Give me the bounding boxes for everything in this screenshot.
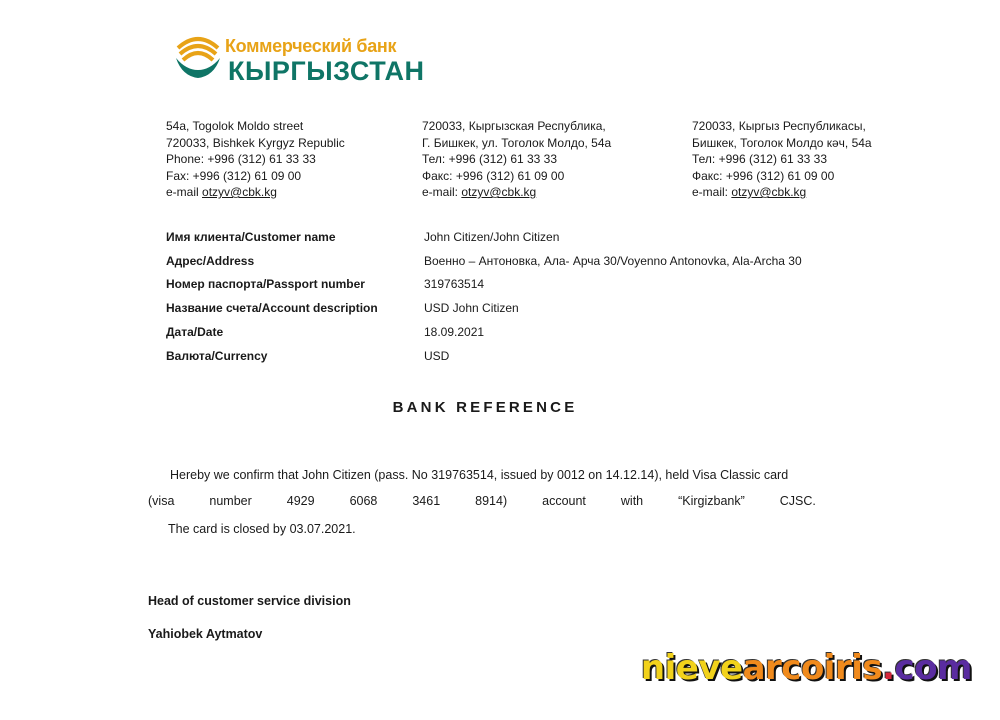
phone-line: Тел: +996 (312) 61 33 33 xyxy=(692,152,828,166)
body-word: CJSC. xyxy=(779,494,816,508)
date-label: Дата/Date xyxy=(166,325,224,339)
address-value: Военно – Антоновка, Ала- Арча 30/Voyenno Antonovka, Ala-Archa 30 xyxy=(424,254,802,268)
email-link[interactable]: otzyv@cbk.kg xyxy=(461,185,537,199)
body-line-3: The card is closed by 03.07.2021. xyxy=(168,522,356,536)
passport-label: Номер паспорта/Passport number xyxy=(166,277,365,291)
currency-value: USD xyxy=(424,349,450,363)
date-value: 18.09.2021 xyxy=(424,325,485,339)
currency-label: Валюта/Currency xyxy=(166,349,268,363)
customer-name-value: John Citizen/John Citizen xyxy=(424,230,560,244)
email-prefix: e-mail xyxy=(166,185,203,199)
bank-emblem-icon xyxy=(172,28,224,80)
email-prefix: e-mail: xyxy=(692,185,732,199)
body-word: 8914) xyxy=(475,494,508,508)
watermark-part: nieve xyxy=(640,648,743,688)
account-description-label: Название счета/Account description xyxy=(166,301,378,315)
address-line: 54a, Togolok Moldo street xyxy=(166,119,304,133)
body-word: 6068 xyxy=(349,494,378,508)
watermark xyxy=(641,648,972,688)
phone-line: Phone: +996 (312) 61 33 33 xyxy=(166,152,316,166)
address-line: 720033, Кыргызская Республика, xyxy=(422,119,606,133)
account-description-value: USD John Citizen xyxy=(424,301,519,315)
watermark-part: com xyxy=(894,648,972,688)
fax-line: Fax: +996 (312) 61 09 00 xyxy=(166,168,302,183)
email-prefix: e-mail: xyxy=(422,185,462,199)
email-line xyxy=(422,184,611,201)
phone-line: Тел: +996 (312) 61 33 33 xyxy=(422,152,558,166)
body-word: 3461 xyxy=(412,494,441,508)
address-line: 720033, Кыргыз Республикасы, xyxy=(692,119,866,133)
fax-line: Факс: +996 (312) 61 09 00 xyxy=(422,168,565,183)
signatory-position: Head of customer service division xyxy=(148,594,351,608)
signatory-name: Yahiobek Aytmatov xyxy=(148,627,263,641)
body-line-2 xyxy=(148,494,816,508)
logo-line-1: Коммерческий банк xyxy=(225,36,397,56)
watermark-part: arcoiris xyxy=(742,648,883,688)
address-line: 720033, Bishkek Kyrgyz Republic xyxy=(166,135,345,150)
watermark-part: . xyxy=(882,648,895,688)
body-word: number xyxy=(209,494,252,508)
document-title: BANK REFERENCE xyxy=(392,399,578,416)
body-word: “Kirgizbank” xyxy=(678,494,745,508)
address-line: Бишкек, Тоголок Молдо кәч, 54а xyxy=(692,135,872,150)
email-line xyxy=(692,184,872,201)
address-english xyxy=(166,118,345,201)
bank-logo xyxy=(172,28,432,88)
fax-line: Факс: +996 (312) 61 09 00 xyxy=(692,168,835,183)
body-word: (visa xyxy=(148,494,175,508)
address-label: Адрес/Address xyxy=(166,254,255,268)
email-link[interactable]: otzyv@cbk.kg xyxy=(202,185,277,199)
body-line-1: Hereby we confirm that John Citizen (pass. No 319763514, issued by 0012 on 14.12.14), held Visa Classic card xyxy=(170,468,789,482)
address-line: Г. Бишкек, ул. Тоголок Молдо, 54а xyxy=(422,135,612,150)
body-word: with xyxy=(620,494,644,508)
email-link[interactable]: otzyv@cbk.kg xyxy=(731,185,807,199)
body-word: account xyxy=(542,494,586,508)
body-word: 4929 xyxy=(286,494,315,508)
address-kyrgyz xyxy=(692,118,872,201)
email-line xyxy=(166,184,345,201)
logo-line-2: КЫРГЫЗСТАН xyxy=(228,56,425,86)
address-russian xyxy=(422,118,611,201)
passport-value: 319763514 xyxy=(424,277,485,291)
customer-name-label: Имя клиента/Customer name xyxy=(166,230,336,244)
